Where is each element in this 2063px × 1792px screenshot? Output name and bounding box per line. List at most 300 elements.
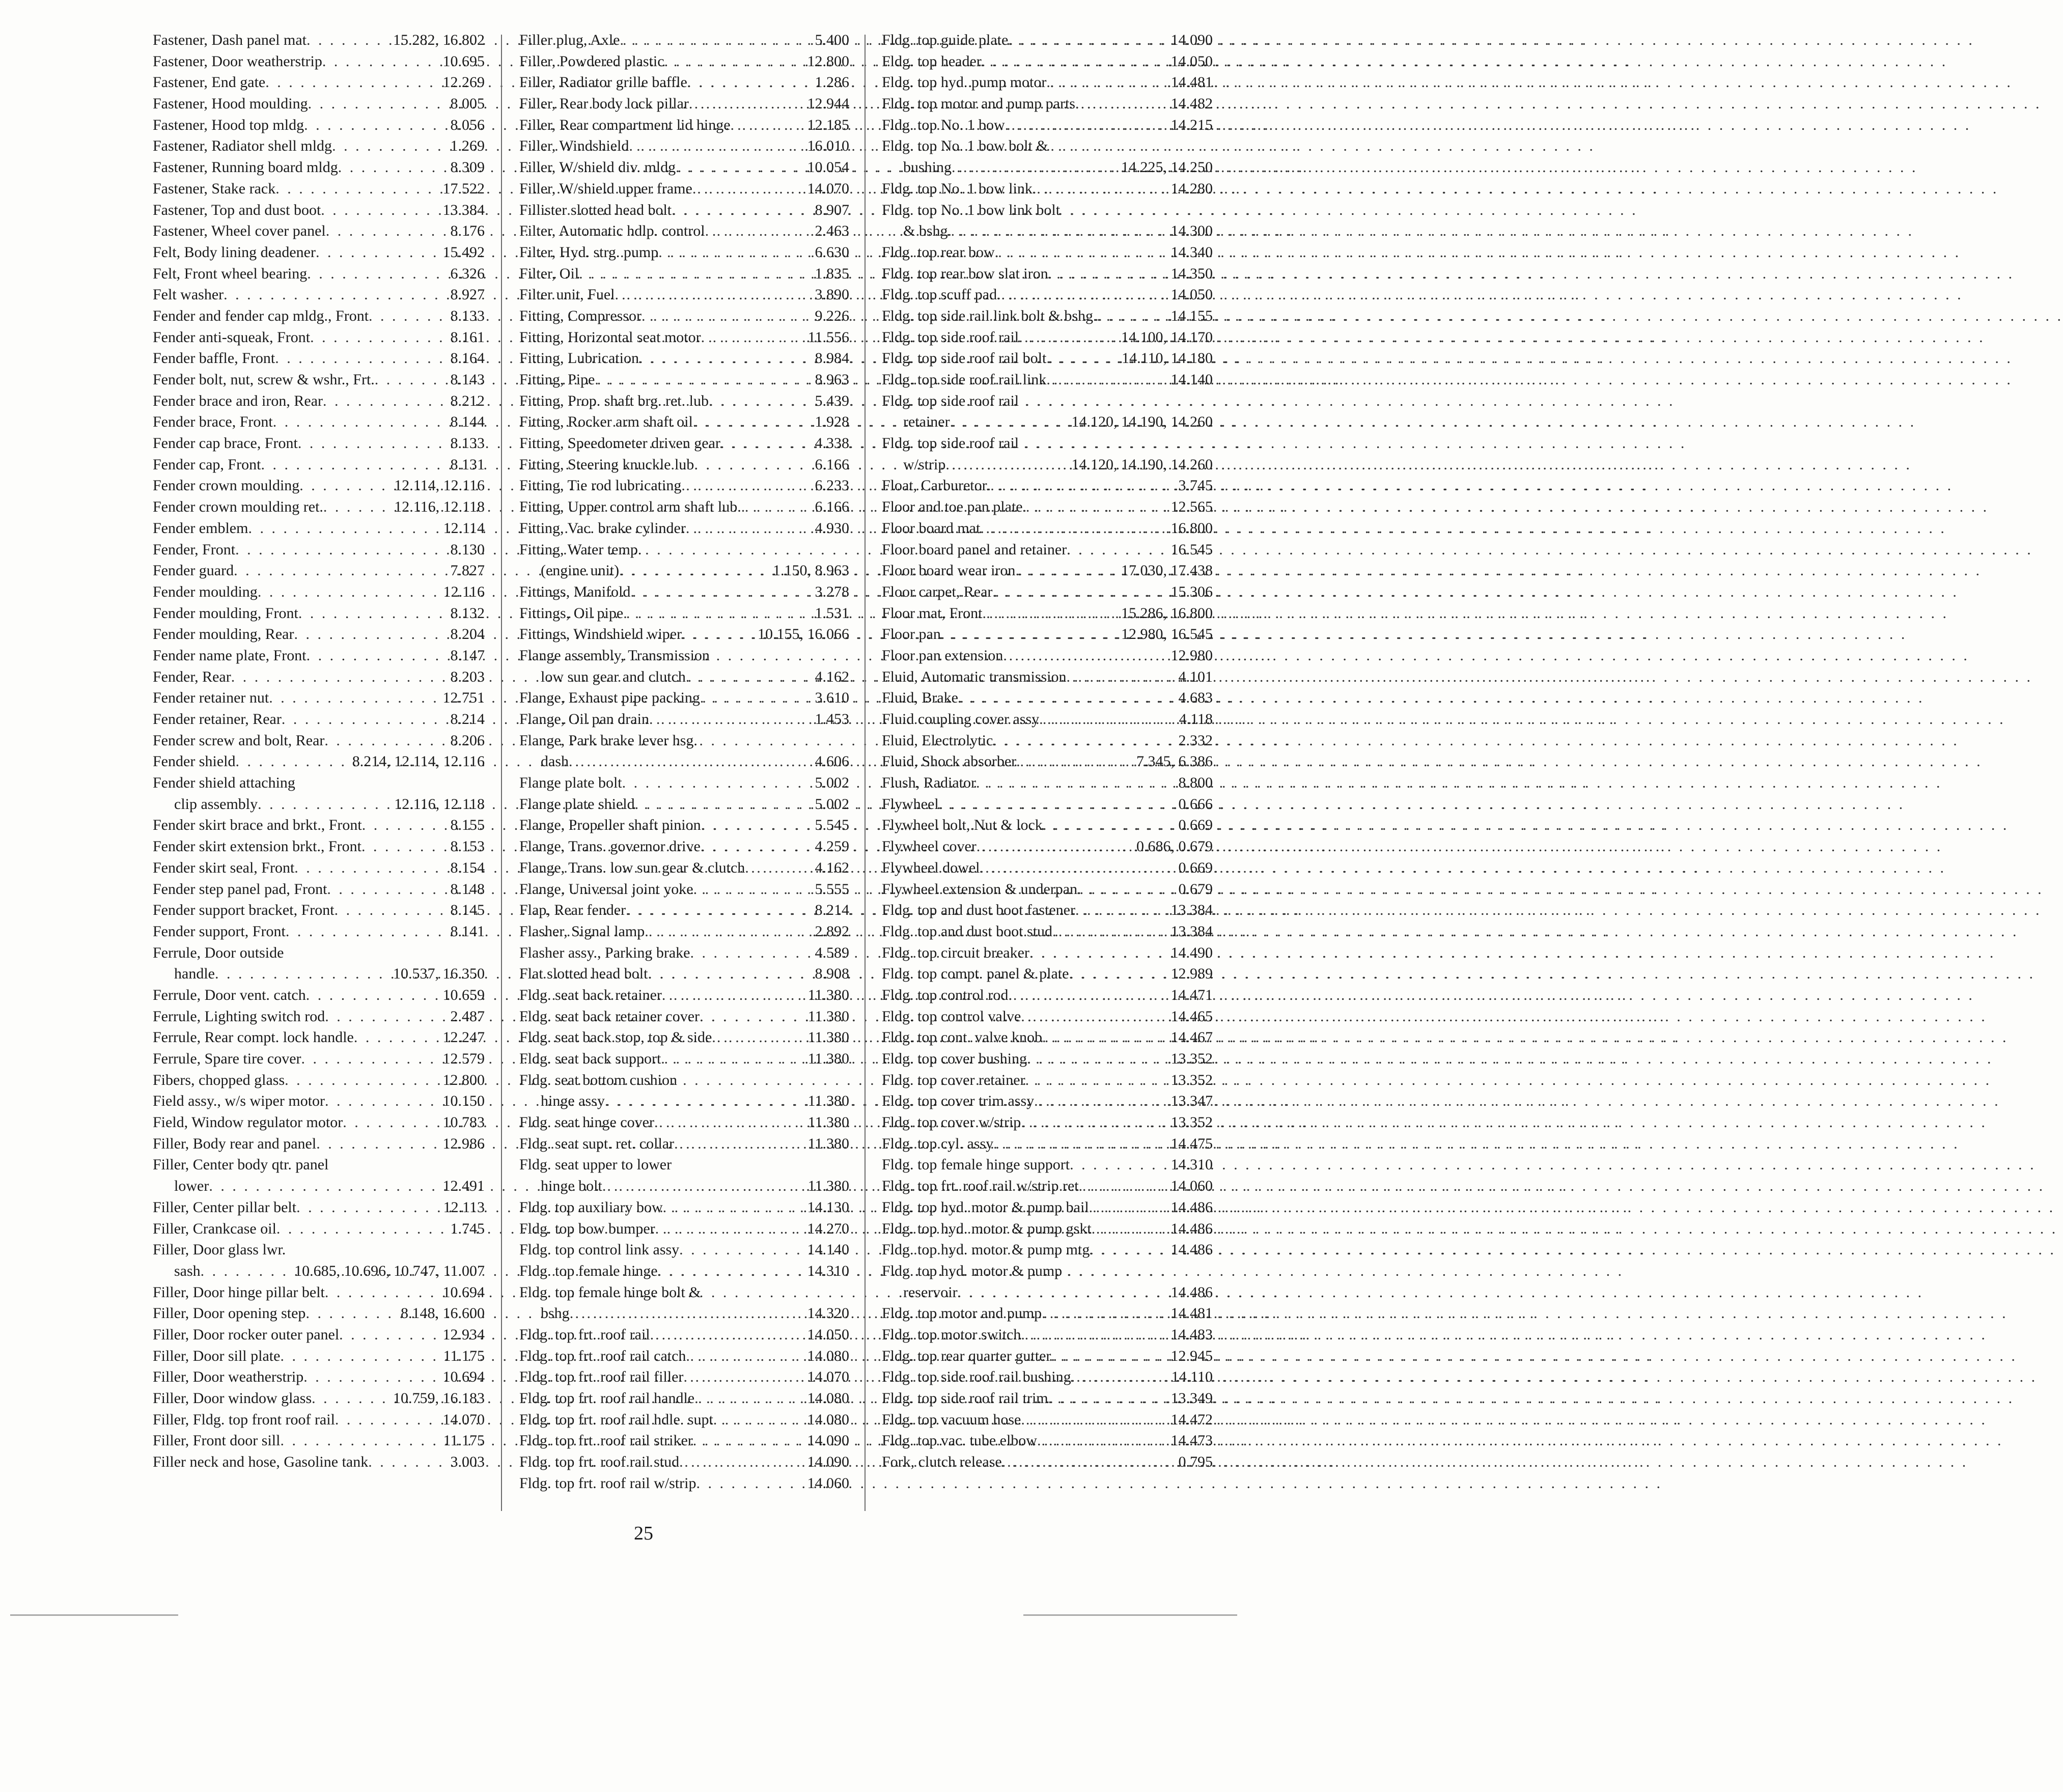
index-entry: [153, 369, 485, 390]
dot-leader: [1008, 985, 1168, 1006]
index-entry: [519, 411, 849, 433]
entry-reference-numbers: 14.070: [442, 1411, 485, 1428]
entry-reference-numbers: 5.002: [815, 795, 849, 813]
index-entry: [882, 1112, 1213, 1133]
entry-term: Felt, Body lining deadener: [153, 243, 316, 261]
entry-term: Filler, Door hinge pillar belt: [153, 1283, 325, 1301]
dot-leader: [1019, 327, 1119, 348]
dot-leader: [321, 200, 440, 221]
entry-term: Fldg. top circuit breaker: [882, 944, 1029, 961]
entry-reference-numbers: 12.989: [1170, 965, 1213, 983]
index-entry: [519, 178, 849, 200]
dot-leader: [275, 178, 440, 200]
entry-reference-numbers: 5.555: [815, 880, 849, 898]
entry-reference-numbers: 14.090: [807, 1432, 849, 1449]
entry-reference-numbers: 11.380: [807, 1093, 849, 1110]
entry-reference-numbers: 10.155, 16.066: [758, 626, 849, 643]
dot-leader: [595, 369, 813, 390]
dot-leader: [306, 985, 441, 1006]
dot-leader: [296, 1197, 441, 1218]
entry-term: Fluid, Brake: [882, 689, 958, 707]
entry-reference-numbers: 14.473: [1170, 1432, 1213, 1449]
entry-reference-numbers: 14.155: [1170, 307, 1213, 324]
index-entry: [882, 1388, 1213, 1409]
entry-reference-numbers: 14.060: [807, 1474, 849, 1492]
index-entry: [153, 93, 485, 115]
dot-leader: [1015, 560, 1119, 581]
index-entry: [882, 305, 1213, 327]
entry-term: Flange, Trans. governor drive: [519, 838, 701, 855]
entry-term: Fitting, Upper control arm shaft lub.: [519, 498, 741, 516]
dot-leader: [361, 836, 449, 857]
entry-term: Fender support, Front: [153, 922, 286, 940]
entry-reference-numbers: 15.286, 16.800: [1121, 604, 1213, 622]
dot-leader: [690, 942, 813, 964]
entry-reference-numbers: 8.908: [815, 965, 849, 983]
entry-reference-numbers: 4.930: [815, 519, 849, 537]
entry-reference-numbers: 12.116: [443, 583, 485, 600]
dot-leader: [1077, 879, 1176, 900]
entry-term: Fldg. top side roof rail bushing: [882, 1368, 1071, 1386]
dot-leader: [662, 985, 806, 1006]
index-entry: [519, 327, 849, 348]
entry-term: Fitting, Tie rod lubricating: [519, 477, 682, 494]
entry-reference-numbers: 14.472: [1170, 1411, 1213, 1428]
dot-leader: [635, 794, 813, 815]
entry-term: Fldg. top frt. roof rail hdle. supt: [519, 1411, 713, 1428]
index-entry: [153, 1324, 485, 1346]
dot-leader: [280, 1430, 441, 1451]
dot-leader: [294, 624, 448, 645]
entry-reference-numbers: 6.630: [815, 243, 849, 261]
dot-leader: [368, 1451, 448, 1473]
entry-term: Fldg. top motor and pump: [882, 1305, 1042, 1322]
entry-term: Fldg. seat supt. ret. collar: [519, 1135, 675, 1152]
dot-leader: [570, 1303, 805, 1324]
column-divider: [501, 35, 502, 1511]
dot-leader: [1046, 369, 1168, 390]
index-entry: [519, 645, 849, 666]
dot-leader: [1025, 1070, 1169, 1091]
entry-reference-numbers: 15.306: [1170, 583, 1213, 600]
index-entry: [153, 624, 485, 645]
entry-term: Fender moulding, Rear: [153, 626, 294, 643]
entry-reference-numbers: 12.945: [1170, 1347, 1213, 1364]
index-entry: [519, 1027, 849, 1048]
entry-reference-numbers: 0.679: [1178, 880, 1213, 898]
entry-reference-numbers: 11.380: [807, 1050, 849, 1067]
entry-term: Fastener, Top and dust boot: [153, 201, 321, 218]
entry-reference-numbers: 7.345, 6.386: [1136, 753, 1213, 770]
entry-reference-numbers: 7.827: [450, 562, 485, 579]
entry-term: Fastener, End gate: [153, 74, 266, 91]
entry-reference-numbers: 8.907: [815, 201, 849, 218]
index-entry: [153, 666, 485, 688]
entry-reference-numbers: 14.070: [807, 1368, 849, 1386]
index-entry: [519, 1366, 849, 1388]
entry-term: handle: [174, 965, 215, 983]
index-entry: [519, 879, 849, 900]
entry-reference-numbers: 0.666: [1178, 795, 1213, 813]
index-entry: [882, 178, 1213, 200]
entry-term: retainer: [903, 413, 950, 431]
index-entry: [882, 263, 1213, 285]
index-entry: [519, 624, 849, 645]
entry-reference-numbers: 14.090: [1170, 32, 1213, 48]
index-entry: [153, 200, 485, 221]
index-entry: [153, 30, 485, 51]
index-entry: [153, 921, 485, 942]
index-entry: [519, 581, 849, 603]
dot-leader: [1046, 72, 1168, 93]
dot-leader: [294, 857, 448, 879]
entry-term: Fldg. top female hinge bolt &: [519, 1283, 701, 1301]
dot-leader: [301, 1048, 441, 1070]
entry-term: Fender, Rear: [153, 668, 231, 685]
entry-term: Filler, Door glass lwr.: [153, 1241, 286, 1258]
index-entry-continuation: [153, 1175, 485, 1197]
index-entry: [882, 857, 1213, 879]
entry-reference-numbers: 10.694: [442, 1283, 485, 1301]
dot-leader: [1090, 1239, 1168, 1261]
entry-term: Flush, Radiator: [882, 774, 976, 792]
dot-leader: [298, 433, 449, 454]
entry-term: Filler, Crankcase oil: [153, 1220, 276, 1237]
entry-reference-numbers: 8.132: [450, 604, 485, 622]
entry-reference-numbers: 14.270: [807, 1220, 849, 1237]
entry-reference-numbers: 12.565: [1170, 498, 1213, 516]
dot-leader: [655, 1218, 805, 1240]
entry-term: dash: [541, 753, 569, 770]
index-entry: [882, 1303, 1213, 1324]
entry-term: Fldg. top frt. roof rail filler: [519, 1368, 684, 1386]
dot-leader: [1046, 348, 1120, 369]
entry-reference-numbers: 4.162: [815, 668, 849, 685]
entry-term: Floor mat, Front: [882, 604, 983, 622]
index-entry: [153, 327, 485, 348]
entry-term: Fldg. top cyl. assy: [882, 1135, 994, 1152]
entry-term: Fldg. top control link assy: [519, 1241, 680, 1258]
index-entry: [519, 539, 849, 561]
index-entry-continuation: [882, 1282, 1213, 1303]
entry-reference-numbers: 3.003: [450, 1453, 485, 1471]
entry-reference-numbers: 11.380: [807, 1114, 849, 1131]
dot-leader: [950, 411, 1070, 433]
dot-leader: [679, 1239, 805, 1261]
index-entry: [153, 115, 485, 136]
index-entry: [882, 539, 1213, 561]
entry-reference-numbers: 1.269: [450, 137, 485, 155]
index-entry: [882, 963, 1213, 985]
entry-term: Fldg. top No. 1 bow link: [882, 180, 1033, 197]
entry-reference-numbers: 14.481: [1170, 1305, 1213, 1322]
dot-leader: [679, 1451, 805, 1473]
index-entry-continuation: [153, 1261, 485, 1282]
dot-leader: [958, 1282, 1169, 1303]
dot-leader: [997, 284, 1168, 305]
index-entry: [519, 730, 849, 751]
dot-leader: [672, 200, 813, 221]
entry-reference-numbers: 5.400: [815, 32, 849, 48]
dot-leader: [282, 709, 449, 730]
entry-reference-numbers: 6.166: [815, 456, 849, 473]
entry-reference-numbers: 13.352: [1170, 1114, 1213, 1131]
entry-term: Filter, Automatic hdlp. control: [519, 222, 705, 240]
dot-leader: [686, 1346, 805, 1367]
entry-reference-numbers: 14.481: [1170, 74, 1213, 91]
index-entry: [882, 1070, 1213, 1091]
entry-reference-numbers: 12.113: [443, 1198, 485, 1216]
dot-leader: [224, 284, 448, 305]
dot-leader: [327, 879, 448, 900]
index-entry: [519, 369, 849, 390]
entry-term: Fender step panel pad, Front: [153, 880, 327, 898]
entry-term: Fldg. top frt. roof rail handle: [519, 1390, 695, 1407]
entry-term: Fldg. top rear bow slat iron: [882, 265, 1048, 282]
entry-term: Filter, Hyd. strg. pump: [519, 243, 659, 261]
dot-leader: [1027, 1048, 1169, 1070]
dot-leader: [1075, 900, 1169, 921]
dot-leader: [619, 560, 771, 581]
entry-term: Fastener, Hood moulding: [153, 95, 308, 113]
entry-term: Fldg. top side roof rail: [882, 435, 1019, 452]
index-entry: [519, 348, 849, 369]
dot-leader: [334, 900, 449, 921]
index-entry: [882, 1154, 1213, 1175]
entry-term: Field, Window regulator motor: [153, 1114, 343, 1131]
dot-leader: [299, 475, 392, 496]
entry-reference-numbers: 8.203: [450, 668, 485, 685]
dot-leader: [273, 411, 449, 433]
entry-reference-numbers: 8.155: [450, 817, 485, 834]
index-entry: [519, 157, 849, 178]
entry-reference-numbers: 2.463: [815, 222, 849, 240]
dot-leader: [626, 900, 813, 921]
index-entry: [153, 411, 485, 433]
index-entry-continuation: [153, 794, 485, 815]
entry-reference-numbers: 13.384: [1170, 902, 1213, 919]
dot-leader: [1079, 1175, 1169, 1197]
entry-reference-numbers: 14.050: [1170, 286, 1213, 303]
entry-term: Flange, Universal joint yoke: [519, 880, 693, 898]
index-entry: [882, 115, 1213, 136]
entry-reference-numbers: 4.683: [1178, 689, 1213, 707]
entry-term: clip assembly: [174, 795, 258, 813]
index-entry: [153, 72, 485, 93]
entry-reference-numbers: 14.110, 14.180: [1122, 350, 1213, 367]
index-entry: [153, 1048, 485, 1070]
dot-leader: [687, 72, 813, 93]
entry-term: Filter unit, Fuel: [519, 286, 615, 303]
index-entry: [519, 1048, 849, 1070]
entry-term: Flywheel: [882, 795, 939, 813]
dot-leader: [1002, 1451, 1177, 1473]
dot-leader: [623, 603, 813, 624]
entry-term: Fldg. top female hinge: [519, 1262, 658, 1279]
entry-reference-numbers: 14.080: [807, 1347, 849, 1364]
entry-term: (engine unit): [541, 562, 620, 579]
entry-reference-numbers: 6.326: [450, 265, 485, 282]
entry-term: Floor carpet, Rear: [882, 583, 993, 600]
entry-reference-numbers: 8.133: [450, 435, 485, 452]
entry-reference-numbers: 1.745: [450, 1220, 485, 1237]
index-entry: [519, 985, 849, 1006]
entry-term: sash: [174, 1262, 201, 1279]
entry-reference-numbers: 14.120, 14.190, 14.260: [1071, 456, 1213, 473]
dot-leader: [992, 581, 1168, 603]
dot-leader: [948, 220, 1169, 242]
index-entry: [519, 1218, 849, 1240]
entry-term: Filler, W/shield div. mldg: [519, 159, 676, 176]
entry-reference-numbers: 10.659: [442, 986, 485, 1003]
entry-reference-numbers: 1.150, 8.963: [773, 562, 849, 579]
index-entry: [519, 496, 849, 518]
entry-term: Fender brace and iron, Rear: [153, 392, 323, 409]
entry-term: Fldg. top rear quarter gutter: [882, 1347, 1051, 1364]
dot-leader: [1016, 751, 1134, 772]
entry-reference-numbers: 5.439: [815, 392, 849, 409]
dot-leader: [958, 687, 1177, 709]
index-entry: [882, 200, 1213, 221]
entry-term: Fldg. top hyd. motor & pump gskt: [882, 1220, 1092, 1237]
entry-reference-numbers: 8.145: [450, 902, 485, 919]
dot-leader: [343, 1112, 440, 1133]
index-entry: [153, 1027, 485, 1048]
entry-reference-numbers: 15.282, 16.802: [393, 32, 485, 48]
index-entry: [519, 687, 849, 709]
index-entry: [153, 1197, 485, 1218]
dot-leader: [629, 135, 805, 157]
entry-reference-numbers: 12.247: [442, 1029, 485, 1046]
entry-reference-numbers: 5.002: [815, 774, 849, 792]
entry-reference-numbers: 8.148: [450, 880, 485, 898]
entry-reference-numbers: 8.176: [450, 222, 485, 240]
entry-reference-numbers: 6.166: [815, 498, 849, 516]
entry-reference-numbers: 8.214, 12.114, 12.116: [352, 753, 485, 770]
index-entry: [153, 518, 485, 539]
dot-leader: [339, 1324, 440, 1346]
entry-term: Fldg. top cover retainer: [882, 1071, 1025, 1088]
dot-leader: [682, 624, 756, 645]
dot-leader: [338, 157, 449, 178]
index-entry: [153, 390, 485, 412]
index-entry: [882, 348, 1213, 369]
entry-term: Fldg. top side roof rail: [882, 328, 1019, 346]
dot-leader: [325, 1090, 440, 1112]
entry-term: Filler, Door window glass: [153, 1390, 312, 1407]
entry-term: Fastener, Stake rack: [153, 180, 276, 197]
index-entry: [519, 1451, 849, 1473]
entry-reference-numbers: 0.669: [1178, 859, 1213, 876]
entry-reference-numbers: 1.835: [815, 265, 849, 282]
dot-leader: [681, 475, 813, 496]
index-entry: [519, 1112, 849, 1133]
entry-term: Flange assembly, Transmission: [519, 647, 710, 664]
entry-reference-numbers: 8.056: [450, 116, 485, 133]
dot-leader: [322, 51, 441, 72]
dot-leader: [693, 879, 813, 900]
index-entry: [882, 369, 1213, 390]
entry-term: Fitting, Rocker arm shaft oil: [519, 413, 693, 431]
entry-term: Fldg. seat back retainer: [519, 986, 662, 1003]
index-entry: [882, 709, 1213, 730]
index-entry: [519, 135, 849, 157]
entry-reference-numbers: 13.347: [1170, 1093, 1213, 1110]
entry-reference-numbers: 14.050: [1170, 52, 1213, 70]
entry-reference-numbers: 10.695: [442, 52, 485, 70]
dot-leader: [579, 263, 813, 285]
index-entry: [519, 1197, 849, 1218]
dot-leader: [201, 1261, 292, 1282]
index-entry: [153, 1388, 485, 1409]
index-entry-continuation: [519, 751, 849, 772]
entry-term: Fldg. top guide plate: [882, 32, 1009, 48]
dot-leader: [976, 772, 1177, 794]
entry-reference-numbers: 10.759, 16.183: [393, 1390, 485, 1407]
dot-leader: [324, 730, 448, 751]
entry-reference-numbers: 0.795: [1178, 1453, 1213, 1471]
dot-leader: [1033, 178, 1169, 200]
dot-leader: [694, 454, 813, 475]
index-entry: [519, 1282, 849, 1303]
index-entry: [882, 624, 1213, 645]
index-entry: [882, 496, 1213, 518]
entry-term: Fender and fender cap mldg., Front: [153, 307, 369, 324]
entry-term: Filler, Center pillar belt: [153, 1198, 297, 1216]
dot-leader: [323, 390, 448, 412]
entry-term: Fender shield: [153, 753, 236, 770]
entry-reference-numbers: 8.164: [450, 350, 485, 367]
index-entry: [882, 794, 1213, 815]
entry-reference-numbers: 12.491: [442, 1178, 485, 1195]
index-column-3: [882, 30, 1213, 1473]
entry-reference-numbers: 14.060: [1170, 1178, 1213, 1195]
dot-leader: [1037, 1430, 1169, 1451]
index-entry: [519, 1409, 849, 1431]
entry-reference-numbers: 13.384: [1170, 922, 1213, 940]
entry-reference-numbers: 14.486: [1170, 1198, 1213, 1216]
entry-term: bshg: [541, 1305, 570, 1322]
entry-reference-numbers: 16.800: [1170, 519, 1213, 537]
index-entry: [153, 985, 485, 1006]
entry-term: Fldg. top frt. roof rail: [519, 1326, 650, 1343]
dot-leader: [1021, 1006, 1168, 1027]
dot-leader: [674, 1133, 806, 1155]
entry-term: Fldg. seat back support: [519, 1050, 661, 1067]
dot-leader: [700, 1006, 806, 1027]
dot-leader: [1021, 1112, 1168, 1133]
index-entry: [882, 772, 1213, 794]
index-entry: [882, 390, 1213, 412]
entry-reference-numbers: 3.745: [1178, 477, 1213, 494]
index-entry: [882, 1239, 1213, 1261]
entry-reference-numbers: 14.070: [807, 180, 849, 197]
entry-term: Fastener, Door weatherstrip: [153, 52, 322, 70]
index-entry: [153, 1451, 485, 1473]
entry-reference-numbers: 10.537, 16.350: [393, 965, 485, 983]
dot-leader: [209, 1175, 440, 1197]
dot-leader: [265, 72, 440, 93]
entry-reference-numbers: 13.352: [1170, 1050, 1213, 1067]
index-entry: [519, 857, 849, 879]
entry-term: Fldg. top hyd. motor & pump: [882, 1262, 1063, 1279]
index-entry: [882, 72, 1213, 93]
entry-term: Fldg. top frt. roof rail stud: [519, 1453, 680, 1471]
entry-term: Fender crown moulding ret.: [153, 498, 323, 516]
dot-leader: [712, 1027, 805, 1048]
index-entry: [882, 942, 1213, 964]
dot-leader: [1051, 1346, 1168, 1367]
